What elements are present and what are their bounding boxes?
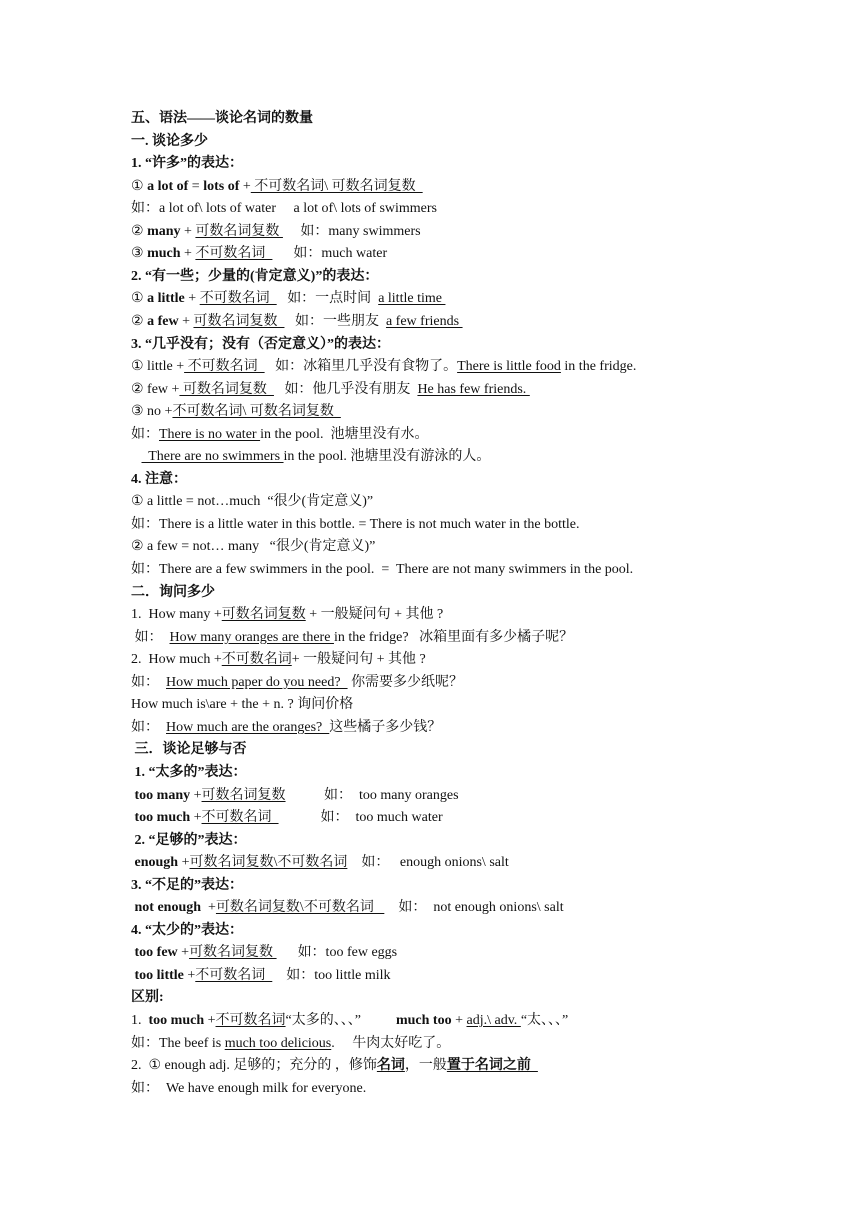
- text-run: 2. How much +: [131, 652, 222, 668]
- text-line: [131, 942, 397, 964]
- text-run: ，一般: [404, 1058, 447, 1074]
- text-run: 如：: [131, 719, 166, 735]
- text-run: a little: [147, 291, 185, 307]
- text-line: [131, 739, 247, 761]
- text-run: 2. “足够的”表达：: [131, 832, 247, 848]
- text-run: There are no swimmers: [141, 449, 284, 465]
- text-run: 1. How many +: [131, 607, 222, 623]
- text-run: a few: [147, 313, 179, 329]
- text-run: a little time: [378, 291, 446, 307]
- text-run: 4. “太少的”表达：: [131, 922, 243, 938]
- text-run: ③: [131, 246, 148, 262]
- text-run: +: [177, 945, 190, 961]
- text-run: 如：too few eggs: [276, 945, 398, 961]
- text-line: [131, 514, 580, 536]
- text-run: +: [184, 291, 200, 307]
- text-line: [131, 559, 633, 581]
- text-run: 可数名词复数\不可数名词: [189, 855, 348, 871]
- text-run: 二．询问多少: [131, 584, 215, 600]
- text-run: +: [239, 178, 251, 194]
- text-line: [131, 875, 243, 897]
- text-run: 如： enough onions\ salt: [347, 855, 509, 871]
- text-run: not enough: [134, 900, 202, 916]
- text-run: . 牛肉太好吃了。: [331, 1035, 451, 1051]
- text-run: too few: [134, 945, 178, 961]
- text-run: ① little +: [131, 359, 185, 375]
- text-run: 可数名词复数\不可数名词: [215, 900, 385, 916]
- text-line: [131, 491, 373, 513]
- text-line: [131, 221, 421, 243]
- text-run: +: [180, 246, 196, 262]
- text-run: lots of: [203, 178, 240, 194]
- text-run: +: [451, 1013, 467, 1028]
- text-run: too much: [134, 810, 191, 826]
- text-run: 不可数名词: [199, 291, 277, 307]
- text-line: [131, 852, 509, 874]
- text-line: [131, 1033, 450, 1055]
- text-run: 不可数名词: [184, 359, 265, 375]
- text-line: [131, 1010, 568, 1032]
- text-line: [131, 807, 443, 829]
- text-line: [131, 424, 428, 446]
- text-line: [131, 153, 243, 175]
- text-run: + 一般疑问句 + 其他 ?: [291, 652, 426, 668]
- text-run: much too delicious: [224, 1035, 332, 1051]
- text-line: [131, 672, 463, 694]
- text-run: 一. 谈论多少: [131, 133, 208, 149]
- text-run: 你需要多少纸呢？: [347, 674, 464, 690]
- text-run: 不可数名词\ 可数名词复数: [250, 178, 423, 194]
- text-run: 如： We have enough milk for everyone.: [131, 1080, 367, 1096]
- text-line: [131, 830, 247, 852]
- text-line: [131, 446, 490, 468]
- text-run: 3. “几乎没有；没有（否定意义）”的表达：: [131, 336, 390, 352]
- text-line: [131, 1055, 538, 1077]
- text-run: 不可数名词: [215, 1013, 286, 1028]
- text-run: 如：too little milk: [272, 967, 391, 983]
- text-run: 可数名词复数: [193, 313, 285, 329]
- text-run: 不可数名词\ 可数名词复数: [172, 404, 341, 420]
- text-run: 如：: [131, 426, 159, 442]
- text-run: +: [183, 967, 196, 983]
- text-run: 区别:: [131, 990, 164, 1006]
- text-run: He has few friends.: [417, 381, 530, 397]
- text-run: 3. “不足的”表达：: [131, 877, 243, 893]
- text-run: There is little food: [457, 359, 561, 375]
- text-run: ② few +: [131, 381, 180, 397]
- text-run: ②: [131, 223, 148, 239]
- text-run: 1.: [131, 1013, 149, 1028]
- text-run: ② a few = not… many “很少(肯定意义)”: [131, 539, 376, 555]
- text-run: 1. “太多的”表达：: [131, 764, 247, 780]
- text-line: [131, 198, 437, 220]
- text-run: [131, 449, 142, 464]
- text-run: too many: [134, 787, 191, 803]
- text-run: ①: [131, 291, 148, 307]
- text-run: too little: [134, 967, 184, 983]
- text-run: much: [147, 246, 181, 262]
- text-line: [131, 897, 564, 919]
- text-run: 如：a lot of\ lots of water a lot of\ lots of swimmers: [131, 201, 438, 217]
- text-line: [131, 604, 443, 626]
- text-line: [131, 965, 391, 987]
- text-run: +: [178, 855, 190, 871]
- text-run: =: [188, 178, 204, 194]
- text-run: 2. “有一些；少量的(肯定意义)”的表达：: [131, 268, 379, 284]
- text-run: 如：: [131, 629, 170, 645]
- text-line: [131, 649, 426, 671]
- text-run: in the pool. 池塘里没有游泳的人。: [283, 449, 491, 465]
- text-run: enough: [134, 855, 179, 871]
- text-run: 可数名词复数: [179, 381, 274, 397]
- text-line: [131, 627, 573, 649]
- text-run: How many oranges are there: [169, 629, 334, 645]
- text-run: 如：冰箱里几乎没有食物了。: [264, 359, 458, 375]
- text-run: 1. “许多”的表达：: [131, 156, 243, 172]
- text-run: ③ no +: [131, 404, 173, 420]
- text-line: [131, 176, 423, 198]
- text-run: There is no water: [159, 426, 261, 442]
- text-line: [131, 987, 164, 1009]
- text-run: How much paper do you need?: [166, 674, 348, 690]
- text-run: ②: [131, 313, 148, 329]
- text-line: [131, 131, 208, 153]
- text-run: much too: [395, 1013, 452, 1028]
- text-line: [131, 1078, 366, 1100]
- text-line: [131, 762, 247, 784]
- text-run: 如：他几乎没有朋友: [273, 381, 418, 397]
- text-run: +: [180, 223, 196, 239]
- text-line: [131, 379, 530, 401]
- text-run: 可数名词复数: [195, 223, 283, 239]
- text-line: [131, 536, 375, 558]
- text-run: in the fridge? 冰箱里面有多少橘子呢？: [333, 629, 574, 645]
- text-run: “太、、、”: [520, 1013, 569, 1028]
- text-run: 可数名词复数: [201, 787, 286, 803]
- text-line: [131, 717, 441, 739]
- text-run: “太多的、、、”: [285, 1013, 396, 1028]
- text-run: 如：一点时间: [276, 291, 379, 307]
- text-line: [131, 785, 459, 807]
- text-line: [131, 108, 313, 130]
- text-run: 可数名词复数: [221, 607, 306, 623]
- text-run: 不可数名词: [221, 652, 292, 668]
- text-line: [131, 266, 378, 288]
- text-run: 如：: [131, 674, 166, 690]
- text-line: [131, 469, 187, 491]
- text-run: 如： too much water: [278, 810, 443, 826]
- text-line: [131, 243, 387, 265]
- text-run: How much are the oranges?: [166, 719, 330, 735]
- text-run: 如：There are a few swimmers in the pool. = There are not many swimmers in the pool.: [131, 562, 634, 577]
- text-run: 2. ① enough adj. 足够的；充分的 ，修饰: [131, 1058, 377, 1074]
- text-run: 不可数名词: [195, 246, 273, 262]
- text-run: 如：many swimmers: [282, 223, 421, 239]
- text-run: adj.\ adv.: [466, 1013, 521, 1028]
- text-run: 这些橘子多少钱？: [329, 719, 442, 735]
- text-line: [131, 311, 463, 333]
- text-run: 如： not enough onions\ salt: [384, 900, 564, 916]
- text-run: 可数名词复数: [189, 945, 277, 961]
- text-run: in the fridge.: [560, 359, 637, 375]
- text-run: 4. 注意：: [131, 471, 187, 487]
- text-run: +: [204, 1013, 216, 1028]
- text-run: 如：There is a little water in this bottle. = There is not much water in the bottle.: [131, 516, 580, 532]
- text-line: [131, 401, 341, 423]
- text-run: too much: [148, 1013, 205, 1028]
- text-run: How much is\are + the + n. ? 询问价格: [131, 697, 354, 713]
- text-run: a lot of: [147, 178, 189, 194]
- text-line: [131, 356, 636, 378]
- text-run: 如：一些朋友: [284, 313, 386, 329]
- text-run: 如： too many oranges: [285, 787, 459, 803]
- text-line: [131, 288, 445, 310]
- text-run: 不可数名词: [195, 967, 273, 983]
- text-run: many: [147, 223, 181, 239]
- text-run: 名词: [376, 1058, 405, 1074]
- text-run: 五、语法——谈论名词的数量: [131, 111, 313, 126]
- text-run: 置于名词之前: [446, 1058, 538, 1074]
- text-run: ①: [131, 178, 148, 194]
- text-run: 如：much water: [272, 246, 388, 262]
- text-run: + 一般疑问句 + 其他 ?: [305, 607, 444, 623]
- text-line: [131, 334, 390, 356]
- text-run: 如：The beef is: [131, 1035, 225, 1051]
- text-line: [131, 694, 353, 716]
- text-run: a few friends: [385, 313, 463, 329]
- text-run: ① a little = not…much “很少(肯定意义)”: [131, 494, 374, 510]
- text-run: +: [190, 810, 202, 826]
- text-run: +: [190, 787, 202, 803]
- text-run: 三．谈论足够与否: [131, 742, 247, 758]
- text-run: in the pool. 池塘里没有水。: [260, 426, 429, 442]
- text-run: 不可数名词: [201, 810, 279, 826]
- text-run: +: [178, 313, 194, 329]
- text-line: [131, 920, 243, 942]
- text-line: [131, 582, 215, 604]
- text-run: +: [201, 900, 216, 916]
